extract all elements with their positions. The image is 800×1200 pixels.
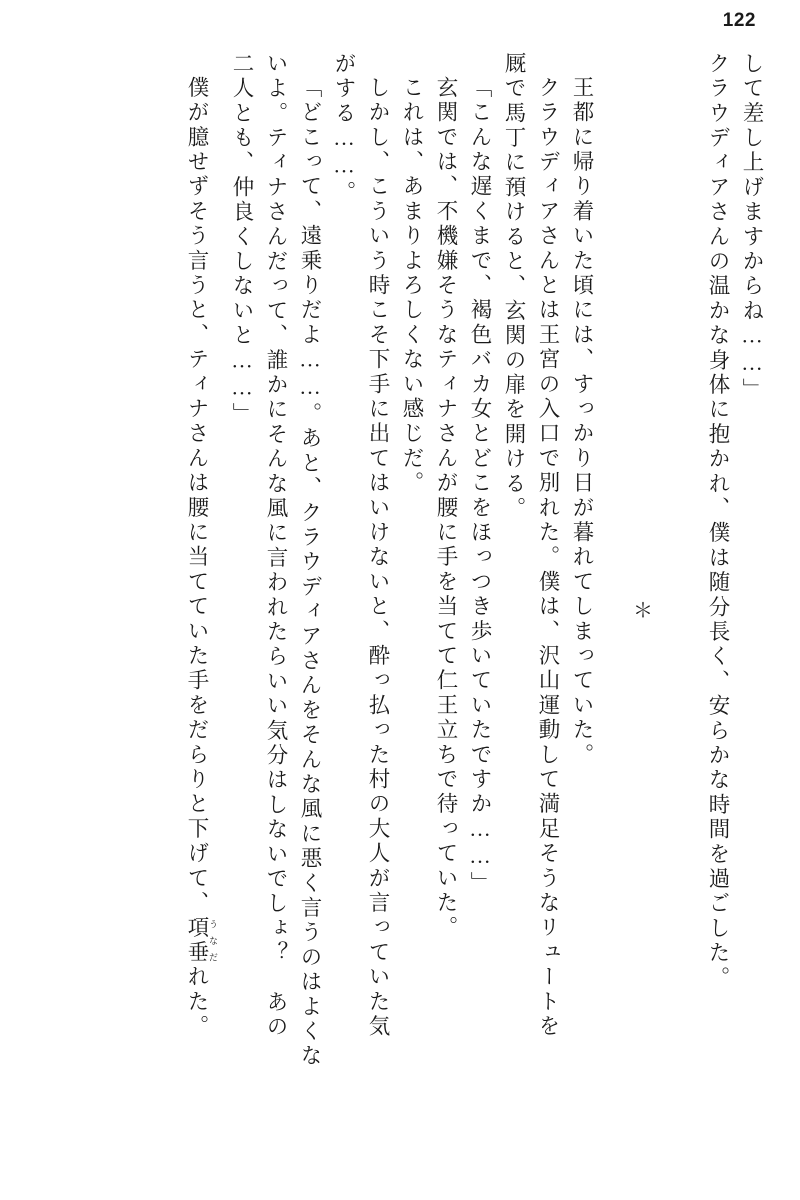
text-column-11: 「どこって、遠乗りだよ……。あと、クラウディアさんをそんな風に悪く言うのはよくな <box>298 76 322 1069</box>
ruby-text: うなだ <box>208 915 218 966</box>
text-column-6: 「こんな遅くまで、褐色バカ女とどこをほっつき歩いていたですか……」 <box>468 76 492 897</box>
page-number: 122 <box>722 10 756 31</box>
ruby-line-suffix: れた。 <box>185 965 209 1040</box>
text-column-9: しかし、こういう時こそ下手に出てはいけないと、酔っ払った村の大人が言っていた気 <box>366 76 390 1040</box>
text-column-14-with-ruby <box>184 52 218 1170</box>
spacer-column-2 <box>592 52 626 1170</box>
ruby-base: 項垂 <box>185 915 209 966</box>
text-column-2: クラウディアさんの温かな身体に抱かれ、僕は随分長く、安らかな時間を過ごした。 <box>706 52 730 991</box>
text-column-10: がする……。 <box>332 52 356 206</box>
text-column-5: 厩で馬丁に預けると、玄関の扉を開ける。 <box>502 52 526 522</box>
spacer-column-1 <box>660 52 694 1170</box>
text-column-7: 玄関では、不機嫌そうなティナさんが腰に手を当てて仁王立ちで待っていた。 <box>434 76 458 941</box>
text-column-12: いよ。ティナさんだって、誰かにそんな風に言われたらいい気分はしないでしょ？ あの <box>264 52 288 1040</box>
text-column-3: 王都に帰り着いた頃には、すっかり日が暮れてしまっていた。 <box>570 76 594 768</box>
section-break-mark <box>626 52 660 1170</box>
ruby-line-prefix: 僕が臆せずそう言うと、ティナさんは腰に当てていた手をだらりと下げて、 <box>185 76 209 916</box>
text-column-4: クラウディアさんとは王宮の入口で別れた。僕は、沢山運動して満足そうなリュートを <box>536 76 560 1040</box>
ruby-annotation <box>185 915 218 966</box>
asterisk-mark: ＊ <box>633 600 653 622</box>
text-column-13: 二人とも、仲良くしないと……」 <box>230 52 254 428</box>
text-column-1: して差し上げますからね……」 <box>740 52 764 403</box>
text-column-8: これは、あまりよろしくない感じだ。 <box>400 76 424 496</box>
vertical-text-body <box>38 52 762 1170</box>
